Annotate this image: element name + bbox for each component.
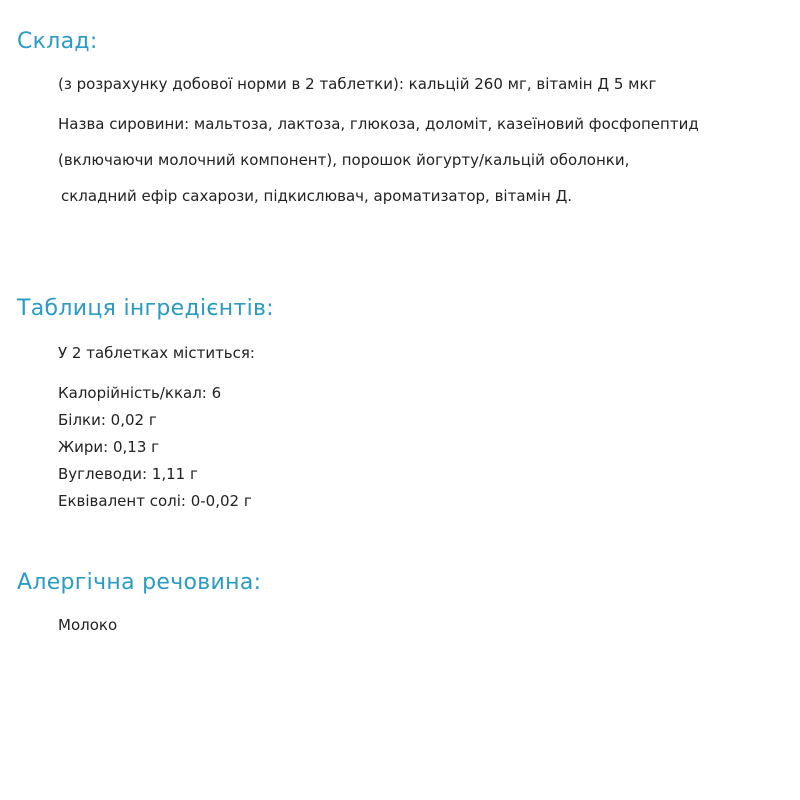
allergen-heading: Алергічна речовина: <box>17 570 262 595</box>
allergen-value: Молоко <box>58 616 118 634</box>
ingredient-row-salt: Еквівалент солі: 0-0,02 г <box>58 492 252 510</box>
ingredient-row-protein: Білки: 0,02 г <box>58 411 157 429</box>
ingredient-row-fat: Жири: 0,13 г <box>58 438 160 456</box>
composition-heading: Склад: <box>17 29 98 54</box>
ingredient-row-calories: Калорійність/ккал: 6 <box>58 384 222 402</box>
ingredient-row-carbs: Вуглеводи: 1,11 г <box>58 465 198 483</box>
ingredients-heading: Таблиця інгредієнтів: <box>17 296 274 321</box>
ingredients-intro: У 2 таблетках міститься: <box>58 344 255 362</box>
composition-line-dosage: (з розрахунку добової норми в 2 таблетки): кальцій 260 мг, вітамін Д 5 мкг <box>58 75 657 93</box>
composition-line-raw-materials: Назва сировини: мальтоза, лактоза, глюкоза, доломіт, казеїновий фосфопептид <box>58 115 699 133</box>
composition-line-raw-materials-end: складний ефір сахарози, підкислювач, ароматизатор, вітамін Д. <box>61 187 573 205</box>
composition-line-raw-materials-cont: (включаючи молочний компонент), порошок йогурту/кальцій оболонки, <box>58 151 630 169</box>
